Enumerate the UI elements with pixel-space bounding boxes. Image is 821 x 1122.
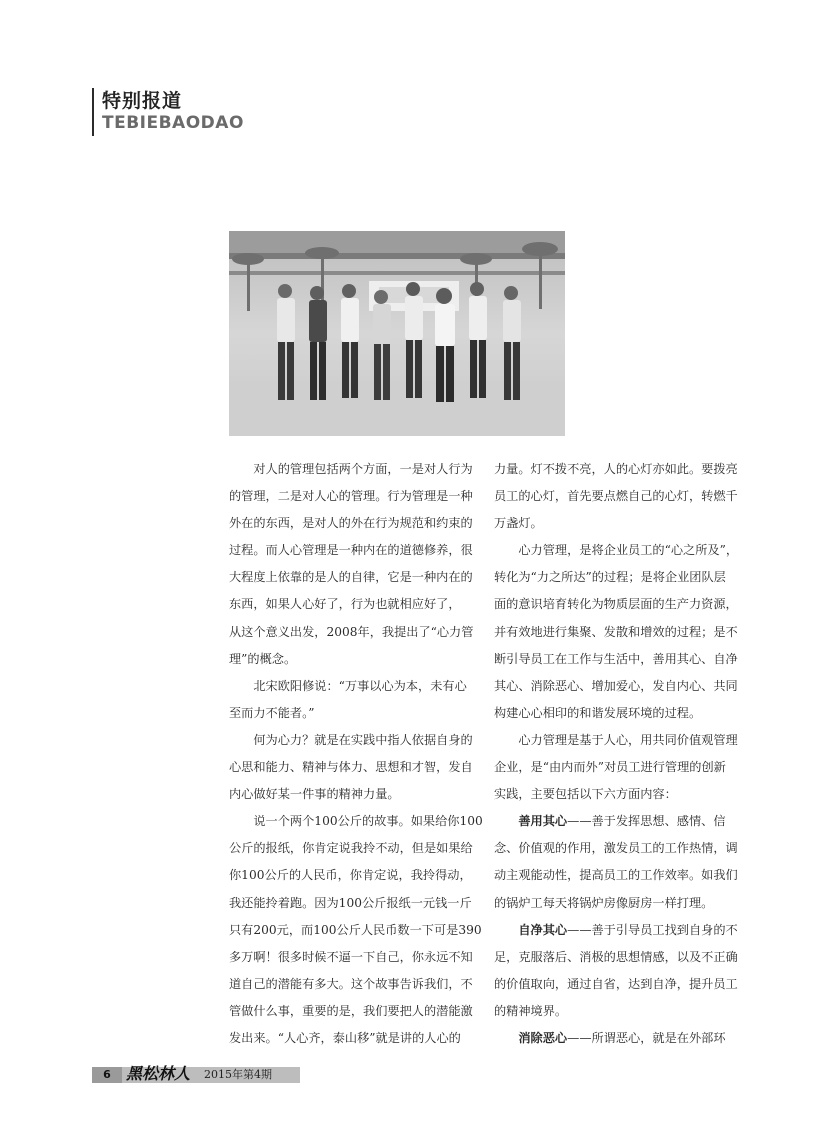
text-line: 动主观能动性，提高员工的工作效率。如我们 — [494, 868, 738, 883]
text-line: 的锅炉工每天将锅炉房像厨房一样打理。 — [494, 895, 714, 910]
magazine-logo: 黑松林人 — [126, 1064, 191, 1083]
text-line: 管做什么事，重要的是，我们要把人的潜能激 — [229, 1003, 473, 1018]
text-line: 只有200元，而100公斤人民币数一下可是390 — [229, 922, 482, 937]
subheading-zi-jing-qi-xin: 自净其心 — [518, 922, 568, 937]
article-column-left — [229, 456, 483, 1052]
subheading-xiao-chu-e-xin: 消除恶心 — [518, 1030, 568, 1045]
text-line: 心力管理，是将企业员工的“心之所及”， — [494, 543, 739, 558]
text-line: 我还能拎着跑。因为100公斤报纸一元钱一斤 — [229, 895, 472, 910]
section-title-pinyin: TEBIEBAODAO — [102, 113, 244, 133]
text-line: 对人的管理包括两个方面，一是对人行为 — [229, 462, 473, 476]
header-divider — [92, 88, 94, 136]
text-line: 多万啊！很多时候不逼一下自己，你永远不知 — [229, 949, 473, 964]
text-line: 实践，主要包括以下六方面内容： — [494, 787, 677, 802]
text-line: ——善于引导员工找到自身的不 — [567, 922, 738, 937]
text-line: 外在的东西，是对人的外在行为规范和约束的 — [229, 516, 473, 531]
issue-label: 2015年第4期 — [204, 1068, 272, 1081]
text-line — [494, 917, 744, 944]
text-line: 的价值取向，通过自省，达到自净，提升员工 — [494, 976, 738, 991]
page-footer — [92, 1064, 300, 1083]
text-line: 北宋欧阳修说：“万事以心为本，未有心 — [229, 678, 467, 693]
text-line: 你100公斤的人民币，你肯定说，我拎得动， — [229, 868, 472, 883]
text-line: ——所谓恶心，就是在外部环 — [567, 1030, 726, 1045]
text-line: 道自己的潜能有多大。这个故事告诉我们，不 — [229, 976, 473, 991]
text-line: 并有效地进行集聚、发散和增效的过程；是不 — [494, 624, 738, 639]
text-line: 足，克服落后、消极的思想情感，以及不正确 — [494, 949, 738, 964]
text-line: 断引导员工在工作与生活中，善用其心、自净 — [494, 651, 738, 666]
text-line: 企业，是“由内而外”对员工进行管理的创新 — [494, 760, 726, 775]
text-line: 至而力不能者。” — [229, 705, 315, 720]
text-line: 说一个两个100公斤的故事。如果给你100 — [229, 814, 483, 829]
text-line: 其心、消除恶心、增加爱心，发自内心、共同 — [494, 678, 738, 693]
text-line: 力量。灯不拨不亮，人的心灯亦如此。要拨亮 — [494, 462, 738, 476]
subheading-shan-yong-qi-xin: 善用其心 — [518, 814, 568, 829]
text-line: 的精神境界。 — [494, 1003, 568, 1018]
text-line: 东西，如果人心好了，行为也就相应好了， — [229, 597, 461, 612]
page-number: 6 — [103, 1068, 111, 1081]
text-line — [494, 1025, 744, 1052]
text-line: 构建心心相印的和谐发展环境的过程。 — [494, 705, 702, 720]
text-line — [494, 808, 744, 835]
text-line: 心力管理是基于人心，用共同价值观管理 — [494, 732, 738, 747]
text-line: 何为心力？就是在实践中指人依据自身的 — [229, 732, 473, 747]
text-line: 转化为“力之所达”的过程；是将企业团队层 — [494, 570, 726, 585]
text-line: ——善于发挥思想、感情、信 — [567, 814, 726, 829]
text-line: 理”的概念。 — [229, 651, 297, 666]
text-line: 大程度上依靠的是人的自律，它是一种内在的 — [229, 570, 473, 585]
text-line: 念、价值观的作用，激发员工的工作热情，调 — [494, 841, 738, 856]
text-line: 万盏灯。 — [494, 516, 543, 531]
text-line: 心思和能力、精神与体力、思想和才智，发自 — [229, 760, 473, 775]
text-line: 发出来。“人心齐，泰山移”就是讲的人心的 — [229, 1030, 461, 1045]
text-line: 从这个意义出发，2008年，我提出了“心力管 — [229, 624, 474, 639]
text-line: 内心做好某一件事的精神力量。 — [229, 787, 400, 802]
text-line: 员工的心灯，首先要点燃自己的心灯，转燃千 — [494, 489, 738, 504]
group-photo-image — [229, 231, 565, 436]
group-photo — [229, 231, 565, 436]
text-line: 面的意识培育转化为物质层面的生产力资源， — [494, 597, 738, 612]
article-column-right — [494, 456, 744, 1052]
section-title: 特别报道 — [102, 90, 183, 112]
text-line: 公斤的报纸，你肯定说我拎不动，但是如果给 — [229, 841, 473, 856]
text-line: 过程。而人心管理是一种内在的道德修养，很 — [229, 543, 473, 558]
text-line: 的管理，二是对人心的管理。行为管理是一种 — [229, 489, 473, 504]
